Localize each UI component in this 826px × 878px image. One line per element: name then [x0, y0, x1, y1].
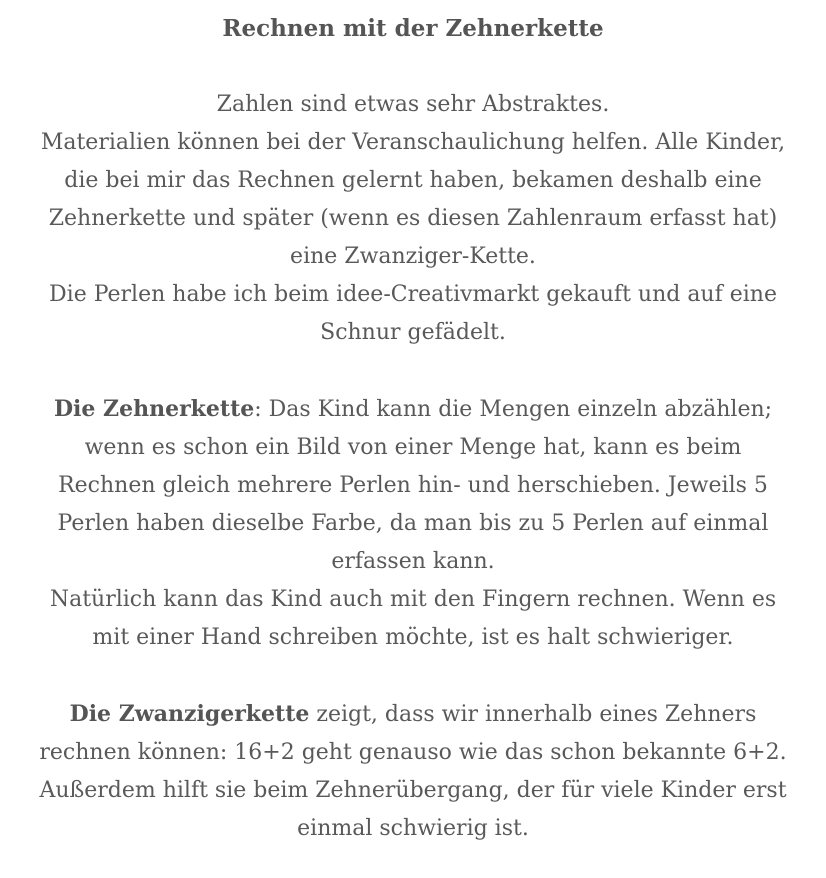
zwanzigerkette-line [14, 695, 812, 734]
zehnerkette-paragraph [14, 390, 812, 657]
zehnerkette-line: Natürlich kann das Kind auch mit den Fingern rechnen. Wenn es [49, 587, 777, 612]
article-title: Rechnen mit der Zehnerkette [222, 15, 604, 42]
zehnerkette-line: mit einer Hand schreiben möchte, ist es halt schwieriger. [92, 625, 734, 650]
intro-line: Die Perlen habe ich beim idee-Creativmarkt gekauft und auf eine [49, 282, 777, 307]
zehnerkette-term: Die Zehnerkette [53, 396, 255, 422]
zehnerkette-line: Rechnen gleich mehrere Perlen hin- und herschieben. Jeweils 5 [58, 473, 768, 498]
zehnerkette-line [14, 390, 812, 429]
zwanzigerkette-line: Außerdem hilft sie beim Zehnerübergang, der für viele Kinder erst [39, 778, 787, 803]
spacer [14, 48, 812, 86]
zehnerkette-line: wenn es schon ein Bild von einer Menge hat, kann es beim [84, 435, 742, 460]
intro-line: eine Zwanziger-Kette. [290, 244, 536, 269]
intro-line: die bei mir das Rechnen gelernt haben, bekamen deshalb eine [64, 168, 762, 193]
zwanzigerkette-line: rechnen können: 16+2 geht genauso wie das schon bekannte 6+2. [39, 740, 787, 765]
intro-line: Schnur gefädelt. [320, 320, 506, 345]
zwanzigerkette-term: Die Zwanzigerkette [69, 701, 310, 727]
spacer [14, 352, 812, 390]
zwanzigerkette-paragraph [14, 695, 812, 848]
zehnerkette-line: Perlen haben dieselbe Farbe, da man bis zu 5 Perlen auf einmal [57, 511, 769, 536]
zehnerkette-line: erfassen kann. [331, 549, 495, 574]
intro-line: Zehnerkette und später (wenn es diesen Zahlenraum erfasst hat) [48, 206, 778, 231]
zwanzigerkette-text: zeigt, dass wir innerhalb eines Zehners [309, 702, 757, 727]
zwanzigerkette-line: einmal schwierig ist. [297, 816, 529, 841]
intro-line: Zahlen sind etwas sehr Abstraktes. [216, 92, 610, 117]
intro-paragraph [14, 86, 812, 352]
spacer [14, 657, 812, 695]
zehnerkette-text: : Das Kind kann die Mengen einzeln abzählen; [254, 397, 773, 422]
intro-line: Materialien können bei der Veranschaulichung helfen. Alle Kinder, [40, 130, 786, 155]
